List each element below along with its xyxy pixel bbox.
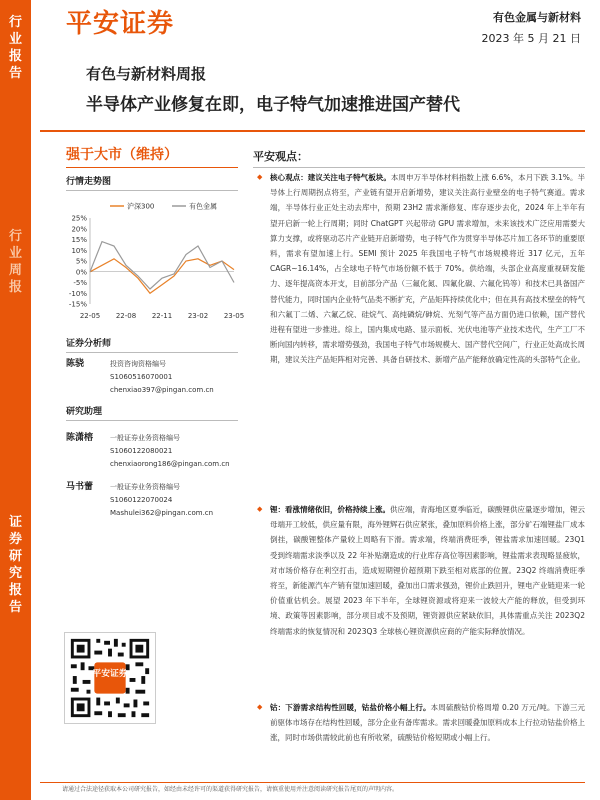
chart-title: 行情走势图 xyxy=(66,177,112,187)
bullet-body: 本周申万半导体材料指数上涨 6.6%，本月下跌 3.1%。半导体上行周期拐点将至，产业链有望开启新增势，建议关注高行业壁垒的电子特气赛道。需求端，半导体行业正处主动去库中，预期 23H2 需求渐修复、库存逐步去化，2024 年上半年有望开启新一轮上行周期；同时 ChatGPT 兴起带动 GPU 需求增加，未来该技术广泛应用需要大算力支撑，或将驱动芯片产业链开启新增势，电子特气作为贯穿半导体芯片加工各环节的重要原料，需求有望加速上行。SEMI 预计 2025 年我国电子特气市场规模将近 317 亿元，五年 CAGR~16.14%，占全球电子特气市场份额不低于 70%。供给端，头部企业高度重视研发能力、逐年提高资本开支，目前部分产品（三氟化氮、四氟化碳、六氟化钨等）和技术已具备国产替代能力，同时国内企业特气品类不断扩充，产品矩阵持续优化中；但在具有高技术壁垒的特气和六氟丁二烯、六氟乙烷、硅烷气、高纯磷烷/砷烷、光刻气等产品方面仍进口依赖，国产替代进程有望进一步推进。综上，国内集成电路、显示面板、光伏电池等产业技术迭代，生产工厂不断向国内转移，需求增势强劲，我国电子特气市场规模大、国产替代空间广，行业正处高成长周期，建议关注产品矩阵相对完善、具备自研技术、新增产品产能释放确定性高的头部特气企业。 xyxy=(270,173,586,365)
bullet-lead: 核心观点：建议关注电子特气板块。 xyxy=(270,173,391,182)
views-divider xyxy=(253,167,585,168)
viewpoint-lithium xyxy=(257,502,585,639)
assistant-qualification: 一般证券业务资格编号 xyxy=(110,434,180,442)
qr-code xyxy=(64,632,156,724)
report-category: 有色金属与新材料 xyxy=(493,11,581,24)
analyst-email: chenxiao397@pingan.com.cn xyxy=(110,386,214,394)
x-tick-label: 22-08 xyxy=(115,312,137,320)
analyst-divider xyxy=(66,352,238,353)
bullet-body: 供应端，青海地区夏季临近，碳酸锂供应量逐步增加，锂云母端开工较低，供应量有限，海外锂辉石供应紧张，叠加原料价格上涨，部分矿石端锂盐厂成本倒挂，碳酸锂整体产量较上周略有下滑。需求端，终端消费旺季，锂盐需求加速回暖。23Q1 受到终端需求淡季以及 22 年补贴潮造成的行业库存高位等因素影响，锂盐需求表现略显疲软，对市场价格存在利空打击，造成短期锂价超预期下跌至相对底部的位置。23Q2 终端消费旺季将至，新能源汽车产销有望加速回暖，叠加出口需求强劲，锂价止跌回升，锂电产业链迎来一轮价值重估机会。展望 2023 年下半年，全球锂资源或将迎来一波较大产能的释放，但受到环境、政策等因素影响，部分项目或不及预期，锂资源供应紧缺依旧，具体需重点关注 2023Q2 终端需求的恢复情况和 2023Q3 全球核心锂资源供应商的产能实际释放情况。 xyxy=(270,505,585,636)
x-tick-label: 23-05 xyxy=(223,312,245,320)
assistant-entry xyxy=(66,481,241,525)
assistant-name: 马书蕾 xyxy=(66,482,94,492)
sidebar-label-top: 行 业 报 告 xyxy=(8,15,22,81)
y-tick-label: 0% xyxy=(75,268,87,277)
y-tick-label: -15% xyxy=(68,300,87,309)
series-line xyxy=(90,242,234,289)
viewpoint-cobalt xyxy=(257,700,585,746)
chart-divider xyxy=(66,190,238,191)
qr-logo-text: 平安证券 xyxy=(92,669,128,680)
legend-entry: 有色金属 xyxy=(189,202,217,211)
footer-disclaimer: 请通过合法途径获取本公司研究报告，如经由未经许可的渠道获得研究报告，请慎重使用并注意阅读研究报告尾页的声明内容。 xyxy=(62,786,399,793)
market-trend-chart xyxy=(62,194,245,330)
y-tick-label: 5% xyxy=(75,257,87,266)
legend-entry: 沪深300 xyxy=(127,202,155,211)
assistant-email: Mashulei362@pingan.com.cn xyxy=(110,509,214,517)
rating-divider xyxy=(66,167,238,168)
bullet-lead: 锂：看涨情绪依旧，价格持续上涨。 xyxy=(270,505,390,514)
y-tick-label: -5% xyxy=(73,279,87,287)
sidebar-label-bottom: 证 券 研 究 报 告 xyxy=(8,515,22,615)
report-date: 2023 年 5 月 21 日 xyxy=(481,32,581,45)
bullet-lead: 钴：下游需求结构性回暖，钴盐价格小幅上行。 xyxy=(270,703,431,712)
assistant-name: 陈潇榕 xyxy=(66,433,94,443)
company-logo: 平安证券 xyxy=(66,9,175,39)
x-tick-label: 22-11 xyxy=(151,312,173,320)
x-tick-label: 22-05 xyxy=(79,312,101,320)
report-type: 有色与新材料周报 xyxy=(86,65,207,83)
sidebar-label-middle: 行 业 周 报 xyxy=(8,229,22,295)
rating: 强于大市（维持） xyxy=(66,147,178,163)
title-divider xyxy=(40,130,585,132)
footer-divider xyxy=(40,782,585,783)
assistant-license: S1060122080021 xyxy=(110,447,173,455)
y-tick-label: 25% xyxy=(71,214,87,223)
viewpoint-core xyxy=(257,170,585,368)
assistant-entry xyxy=(66,432,241,476)
analyst-heading: 证券分析师 xyxy=(66,339,112,349)
assistant-divider xyxy=(66,420,238,421)
header-meta xyxy=(482,10,581,46)
analyst-name: 陈骁 xyxy=(66,359,85,369)
series-line xyxy=(90,259,234,294)
y-tick-label: -10% xyxy=(68,289,87,298)
assistant-license: S1060122070024 xyxy=(110,496,173,504)
analyst-qualification: 投资咨询资格编号 xyxy=(110,360,166,368)
assistant-qualification: 一般证券业务资格编号 xyxy=(110,483,180,491)
y-tick-label: 15% xyxy=(71,236,87,244)
x-tick-label: 23-02 xyxy=(187,312,209,320)
analyst-license: S1060516070001 xyxy=(110,373,173,381)
views-heading: 平安观点： xyxy=(253,150,308,163)
y-tick-label: 10% xyxy=(71,246,87,255)
sidebar xyxy=(0,0,31,800)
assistant-heading: 研究助理 xyxy=(66,407,103,417)
report-title: 半导体产业修复在即，电子特气加速推进国产替代 xyxy=(86,95,460,115)
bullet-body: 本周硫酸钴价格周增 0.20 万元/吨。下游三元前驱体市场存在结构性回暖，部分企业有备库需求。需求回暖叠加原料成本上行拉动钴盐价格上涨，同时市场供需较此前也有所收紧，硫酸钴价格短期或小幅上行。 xyxy=(270,703,585,743)
assistant-email: chenxiaorong186@pingan.com.cn xyxy=(110,460,230,468)
y-tick-label: 20% xyxy=(71,225,87,234)
